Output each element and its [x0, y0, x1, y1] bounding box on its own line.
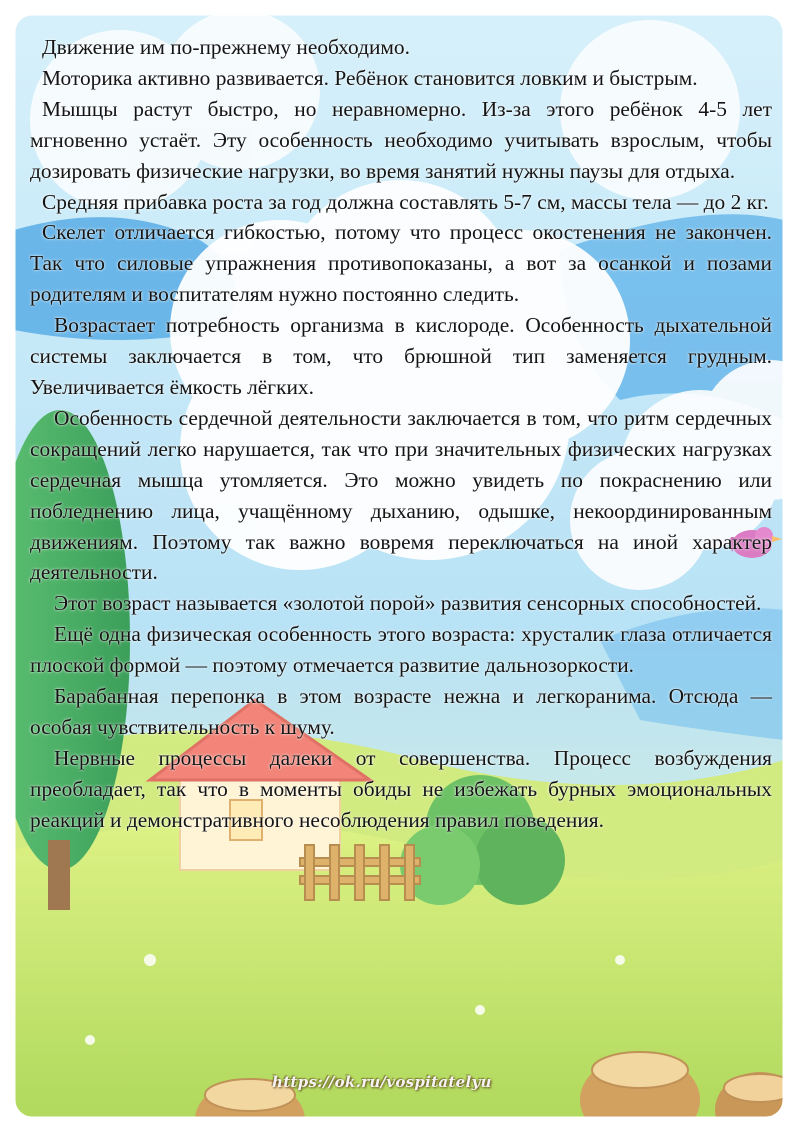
paragraph: Особенность сердечной деятельности заключается в том, что ритм сердечных сокращений легко нарушается, так что при значительных физических нагрузках сердечная мышца утомляется. Это можно увидеть по покраснению или побледнению лица, учащённому дыханию, одышке, некоординированным движениям. Поэтому так важно вовремя переключаться на иной характер деятельности.: [30, 405, 772, 585]
paragraph: Ещё одна физическая особенность этого возраста: хрусталик глаза отличается плоской формой — поэтому отмечается развитие дальнозоркости.: [30, 622, 772, 678]
paragraph: Нервные процессы далеки от совершенства. Процесс возбуждения преобладает, так что в моменты обиды не избежать бурных эмоциональных реакций и демонстративного несоблюдения правил поведения.: [30, 745, 772, 832]
paragraph: Барабанная перепонка в этом возрасте нежна и легкоранима. Отсюда — особая чувствительность к шуму.: [30, 684, 772, 739]
article-text: [30, 32, 772, 836]
paragraph: Мышцы растут быстро, но неравномерно. Из-за этого ребёнок 4-5 лет мгновенно устаёт. Эту особенность необходимо учитывать взрослым, чтобы дозировать физические нагрузки, во время занятий нужны паузы для отдыха.: [30, 96, 772, 183]
paragraph: Скелет отличается гибкостью, потому что процесс окостенения не закончен. Так что силовые упражнения противопоказаны, а вот за осанкой и позами родителям и воспитателям нужно постоянно следить.: [30, 220, 772, 307]
paragraph: Движение им по-прежнему необходимо.: [42, 35, 410, 59]
paragraph: Средняя прибавка роста за год должна составлять 5-7 см, массы тела — до 2 кг.: [42, 189, 769, 214]
paragraph: Моторика активно развивается. Ребёнок становится ловким и быстрым.: [42, 65, 698, 90]
paragraph: Возрастает потребность организма в кислороде. Особенность дыхательной системы заключается в том, что брюшной тип заменяется грудным. Увеличивается ёмкость лёгких.: [30, 313, 772, 399]
watermark-url: https://ok.ru/vospitatelyu: [272, 1073, 492, 1091]
paragraph: Этот возраст называется «золотой порой» развития сенсорных способностей.: [54, 591, 762, 616]
